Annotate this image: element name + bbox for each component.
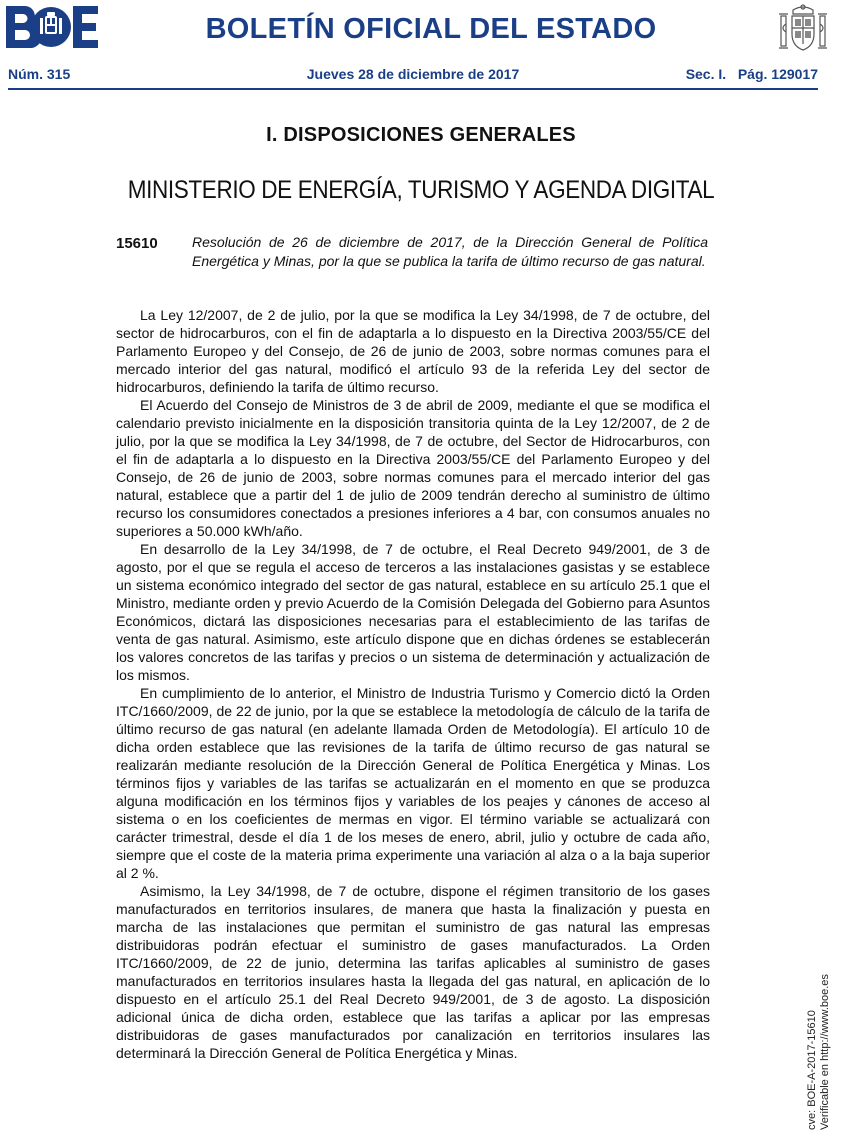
entry-title: Resolución de 26 de diciembre de 2017, de la Dirección General de Política Energética y Minas, por la que se publica la tarifa de último recurso de gas natural. (192, 234, 708, 269)
issue-date: Jueves 28 de diciembre de 2017 (306, 66, 520, 82)
paragraph: El Acuerdo del Consejo de Ministros de 3 de abril de 2009, mediante el que se modifica el calendario previsto inicialmente en la disposición transitoria quinta de la Ley 12/2007, de 2 de julio, por la que se modifica la Ley 34/1998, de 7 de octubre, del Sector de Hidrocarburos, con el fin de adaptarla a lo dispuesto en la Directiva 2003/55/CE del Parlamento Europeo y del Consejo, de 26 de junio de 2003, sobre normas comunes para el mercado interior del gas natural, establece que a partir del 1 de julio de 2009 tendrán derecho al suministro de último recurso los consumidores conectados a presiones inferiores a 4 bar, con consumos anuales no superiores a 50.000 kWh/año. (116, 397, 710, 539)
cve-code: cve: BOE-A-2017-15610 (806, 1010, 818, 1130)
verification-stamp (806, 974, 832, 1130)
paragraph: La Ley 12/2007, de 2 de julio, por la que se modifica la Ley 34/1998, de 7 de octubre, del sector de hidrocarburos, con el fin de adaptarla a lo dispuesto en la Directiva 2003/55/CE del Parlamento Europeo y del Consejo, de 26 de junio de 2003, sobre normas comunes para el mercado interior del gas natural, modificó el artículo 93 de la referida Ley del sector de hidrocarburos, definiendo la tarifa de último recurso. (116, 307, 710, 395)
paragraph: En cumplimiento de lo anterior, el Ministro de Industria Turismo y Comercio dictó la Orden ITC/1660/2009, de 22 de junio, por la que se establece la metodología de cálculo de la tarifa de último recurso de gas natural (en adelante llamada Orden de Metodología). El artículo 10 de dicha orden establece que las revisiones de la tarifa de último recurso de gas natural se realizarán mediante resolución de la Dirección General de Política Energética y Minas. Los términos fijos y variables de las tarifas se actualizarán en el momento en que se produzca alguna modificación en los términos fijos y variables de los peajes y cánones de acceso al sistema o en los coeficientes de mermas en vigor. El término variable se actualizará con carácter trimestral, desde el día 1 de los meses de enero, abril, julio y octubre de cada año, siempre que el coste de la materia prima experimente una variación al alza o a la baja superior al 2 %. (116, 685, 710, 881)
paragraph: Asimismo, la Ley 34/1998, de 7 de octubre, dispone el régimen transitorio de los gases manufacturados en territorios insulares, de manera que hasta la finalización y puesta en marcha de las instalaciones que permitan el suministro de gas natural las empresas distribuidoras podrán efectuar el suministro de gases manufacturados. La Orden ITC/1660/2009, de 22 de junio, determina las tarifas aplicables al suministro de gases manufacturados en territorios insulares hasta la llegada del gas natural, en aplicación de lo dispuesto en el artículo 25.1 del Real Decreto 949/2001, de 3 de agosto. La disposición adicional única de dicha orden, establece que las tarifas a aplicar por las empresas distribuidoras de gases manufacturados por canalización en territorios insulares las determinará la Dirección General de Política Energética y Minas. (116, 883, 710, 1061)
boe-logo-icon (6, 6, 98, 48)
issue-number: Núm. 315 (8, 66, 71, 82)
paragraph: En desarrollo de la Ley 34/1998, de 7 de octubre, el Real Decreto 949/2001, de 3 de agosto, por el que se regula el acceso de terceros a las instalaciones gasistas y se establece un sistema económico integrado del sector de gas natural, establece en su artículo 25.1 que el Ministro, mediante orden y previo Acuerdo de la Comisión Delegada del Gobierno para Asuntos Económicos, dictará las disposiciones necesarias para el establecimiento de las tarifas de venta de gas natural. Asimismo, este artículo dispone que en dichas órdenes se establecerán los valores concretos de las tarifas y precios o un sistema de determinación y actualización de los mismos. (116, 541, 710, 683)
section-page: Sec. I. Pág. 129017 (685, 66, 818, 82)
gazette-title: BOLETÍN OFICIAL DEL ESTADO (205, 13, 657, 45)
document-body (116, 306, 710, 1062)
ministry-heading: MINISTERIO DE ENERGÍA, TURISMO Y AGENDA DIGITAL (127, 176, 715, 204)
verification-url: Verificable en http://www.boe.es (819, 974, 831, 1130)
header-divider (8, 88, 818, 90)
boe-logo (6, 6, 98, 48)
entry-number: 15610 (116, 235, 158, 252)
section-title: I. DISPOSICIONES GENERALES (266, 124, 576, 146)
header-meta-bar (8, 66, 818, 86)
coat-of-arms-icon (778, 4, 828, 56)
